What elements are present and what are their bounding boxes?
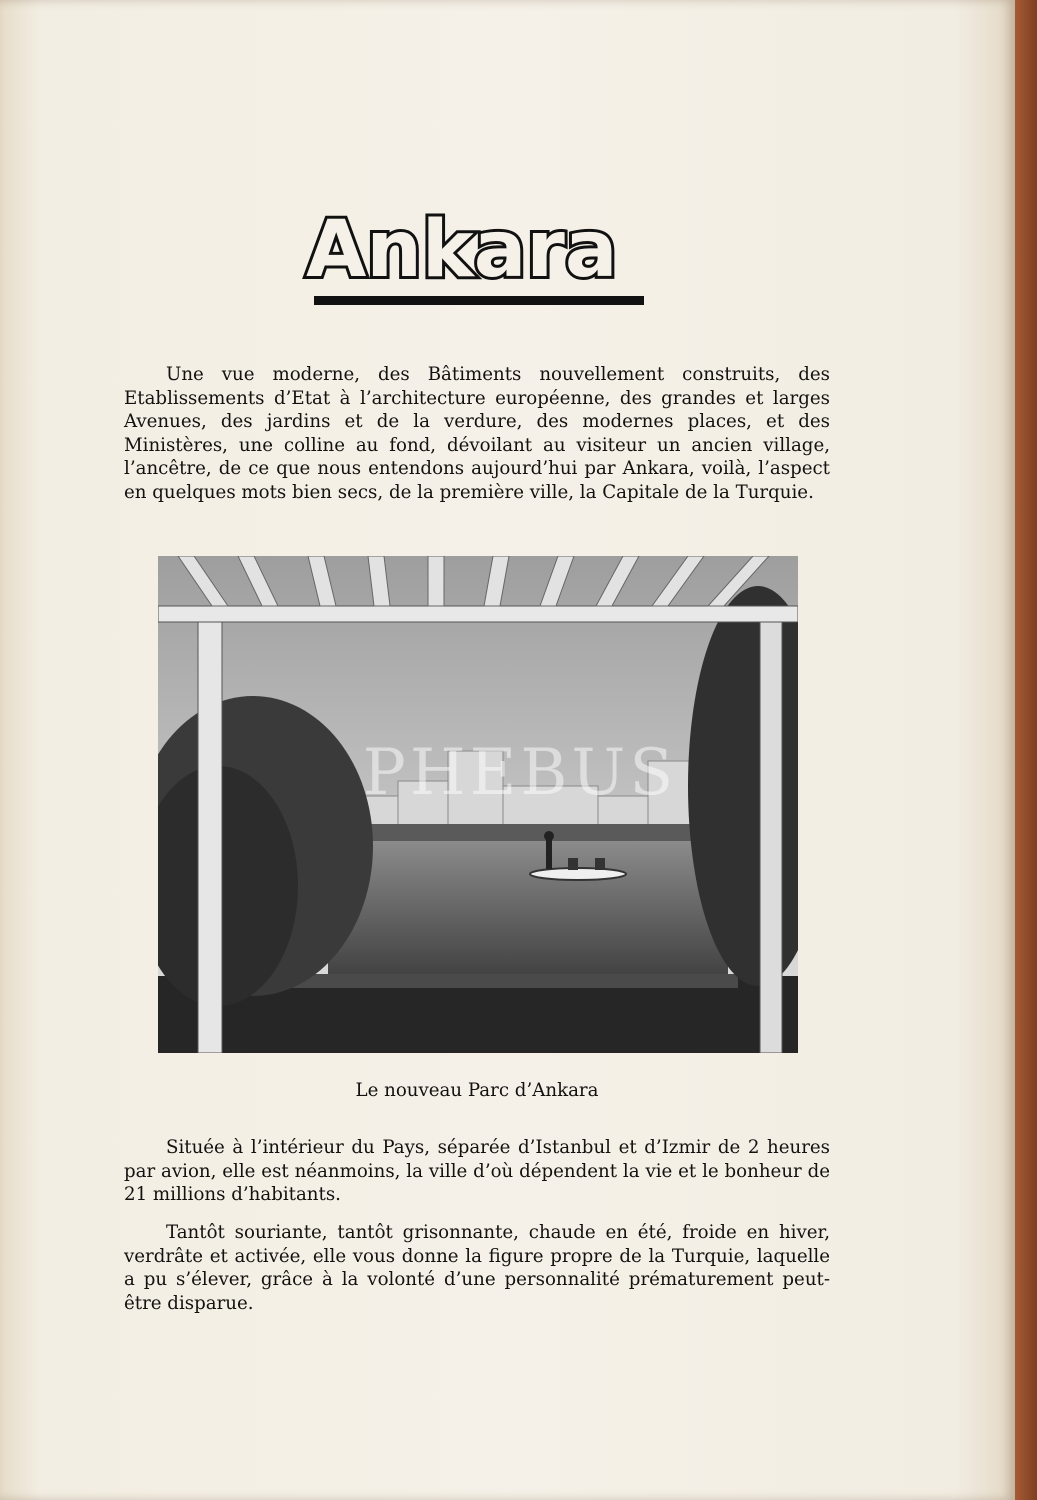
book-edge: [1015, 0, 1037, 1500]
intro-paragraph: Une vue moderne, des Bâtiments nouvellement construits, des Etablissements d’Etat à l’architecture européenne, des grandes et larges Avenues, des jardins et de la verdure, des modernes places, et des Ministères, une colline au fond, dévoilant au visiteur un ancien village, l’ancêtre, de ce que nous entendons aujourd’hui par Ankara, voilà, l’aspect en quelques mots bien secs, de la première ville, la Capitale de la Turquie.: [124, 364, 830, 503]
photo-caption: Le nouveau Parc d’Ankara: [355, 1080, 599, 1101]
page-title: [300, 196, 650, 316]
faded-running-head: [200, 112, 820, 142]
title-underline: [314, 296, 644, 305]
park-photo: [158, 556, 798, 1053]
title-text: Ankara: [306, 205, 618, 295]
body-paragraph-location: Située à l’intérieur du Pays, séparée d’Istanbul et d’Izmir de 2 heures par avion, elle est néanmoins, la ville d’où dépendent la vie et le bonheur de 21 millions d’habitants.: [124, 1137, 830, 1205]
body-paragraph-character: Tantôt souriante, tantôt grisonnante, chaude en été, froide en hiver, verdrâte et activée, elle vous donne la figure propre de la Turquie, laquelle a pu s’élever, grâce à la volonté d’une personnalité prématurement peut-être disparue.: [124, 1222, 830, 1314]
watermark: PHEBUS: [362, 736, 678, 810]
ankara-logo: [300, 196, 650, 316]
